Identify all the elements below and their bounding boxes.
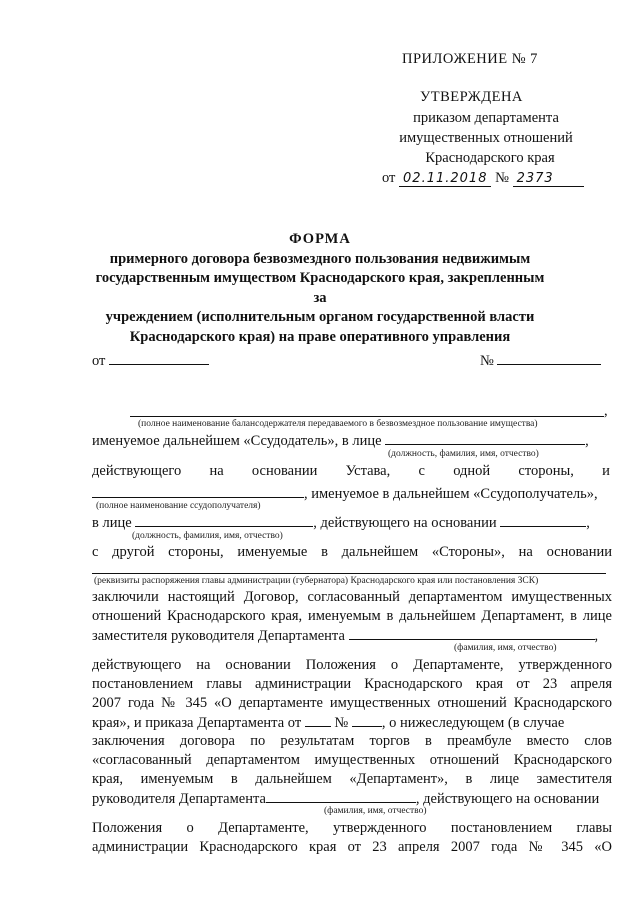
- form-title-line-4: Краснодарского края) на праве оперативного управления: [129, 328, 511, 345]
- text-line-12: 2007 года № 345 «О департаменте имущественных отношений Краснодарского: [92, 695, 612, 711]
- position-blank-1: [385, 432, 585, 445]
- position-blank-2: [135, 514, 313, 527]
- caption-borrower: (полное наименование ссудополучателя): [96, 501, 261, 511]
- caption-requisites: (реквизиты распоряжения главы администрации (губернатора) Краснодарского края или постановления ЗСК): [94, 576, 539, 586]
- text-line-10: действующего на основании Положения о Департаменте, утвержденного: [92, 657, 612, 673]
- caption-fio-2: (фамилия, имя, отчество): [324, 806, 427, 816]
- text-head: руководителя Департамента: [92, 791, 266, 807]
- text-line-14: заключения договора по результатам торгов в преамбуле вместо слов: [92, 733, 612, 749]
- text-acting: , действующего на основании: [415, 791, 600, 807]
- order-number-blank: [352, 714, 382, 727]
- text-line-6: с другой стороны, именуемые в дальнейшем «Стороны», на основании: [92, 544, 612, 560]
- caption-position-1: (должность, фамилия, имя, отчество): [388, 449, 539, 459]
- approval-date-line: [382, 169, 584, 188]
- text-line-2: [92, 432, 612, 450]
- date-prefix: от: [382, 170, 396, 186]
- deputy-fio-blank: [349, 627, 595, 640]
- appendix-number: ПРИЛОЖЕНИЕ № 7: [402, 51, 538, 67]
- form-title-line-1: примерного договора безвозмездного пользования недвижимым: [109, 250, 531, 267]
- caption-holder: (полное наименование балансодержателя передаваемого в безвозмездное пользование имущества): [138, 419, 538, 429]
- basis-blank: [500, 514, 586, 527]
- text-line-18: Положения о Департаменте, утвержденного постановлением главы: [92, 820, 612, 836]
- holder-comma: ,: [604, 403, 608, 419]
- form-title: [90, 230, 550, 347]
- borrower-blank: [92, 485, 304, 498]
- text-line-15: «согласованный департаментом имущественных отношений Краснодарского: [92, 752, 612, 768]
- text-ssudodatel: именуемое дальнейшем «Ссудодатель», в лице: [92, 433, 382, 449]
- text-ssudopoluchatel: , именуемое в дальнейшем «Ссудополучатель»,: [304, 486, 598, 502]
- word: и: [602, 463, 610, 479]
- form-title-line-2: государственным имуществом Краснодарского края, закрепленным за: [95, 270, 545, 306]
- text-line-5: [92, 514, 612, 532]
- text-line-16: края, именуемым в дальнейшем «Департамент», в лице заместителя: [92, 771, 612, 787]
- handwritten-number: 2373: [513, 171, 584, 187]
- text-order: края», и приказа Департамента от: [92, 715, 302, 731]
- approved-label: УТВЕРЖДЕНА: [420, 89, 523, 105]
- text-line-13: [92, 714, 612, 732]
- text-line-3: [92, 463, 610, 480]
- word: основании: [251, 463, 318, 479]
- caption-position-2: (должность, фамилия, имя, отчество): [132, 531, 283, 541]
- word: действующего: [92, 463, 182, 479]
- contract-number-line: [480, 352, 620, 370]
- text-line-7: заключили настоящий Договор, согласованный департаментом имущественных: [92, 589, 612, 605]
- holder-blank: [130, 416, 604, 417]
- word: с: [418, 463, 425, 479]
- approval-line-2: имущественных отношений: [399, 130, 573, 146]
- caption-fio-1: (фамилия, имя, отчество): [454, 643, 557, 653]
- approval-line-3: Краснодарского края: [425, 150, 555, 166]
- number-label: №: [480, 353, 494, 369]
- text-deputy: заместителя руководителя Департамента: [92, 628, 345, 644]
- form-title-line-3: учреждением (исполнительным органом государственной власти: [105, 309, 535, 325]
- text-acting: , действующего на основании: [313, 515, 497, 531]
- word: Устава,: [345, 463, 391, 479]
- word: на: [209, 463, 224, 479]
- requisites-blank: [92, 573, 606, 574]
- word: одной: [453, 463, 491, 479]
- comma: ,: [594, 628, 599, 644]
- handwritten-date: 02.11.2018: [399, 171, 491, 187]
- comma: ,: [585, 433, 589, 449]
- date-blank: [109, 352, 209, 365]
- text-line-11: постановлением главы администрации Краснодарского края от 23 апреля: [92, 676, 612, 692]
- text-line-19: администрации Краснодарского края от 23 апреля 2007 года № 345 «О: [92, 839, 612, 855]
- number-sign: №: [495, 170, 509, 186]
- form-heading: ФОРМА: [289, 231, 351, 247]
- number-blank: [497, 352, 601, 365]
- text-line-8: отношений Краснодарского края, именуемым в дальнейшем Департамент, в лице: [92, 608, 612, 624]
- text-in-person: в лице: [92, 515, 132, 531]
- approval-line-1: приказом департамента: [413, 110, 559, 126]
- comma: ,: [586, 515, 590, 531]
- number-sign: №: [334, 715, 349, 731]
- order-date-blank: [305, 714, 331, 727]
- text-following: , о нижеследующем (в случае: [381, 715, 565, 731]
- from-label: от: [92, 353, 106, 369]
- head-fio-blank: [266, 790, 416, 803]
- word: стороны,: [518, 463, 574, 479]
